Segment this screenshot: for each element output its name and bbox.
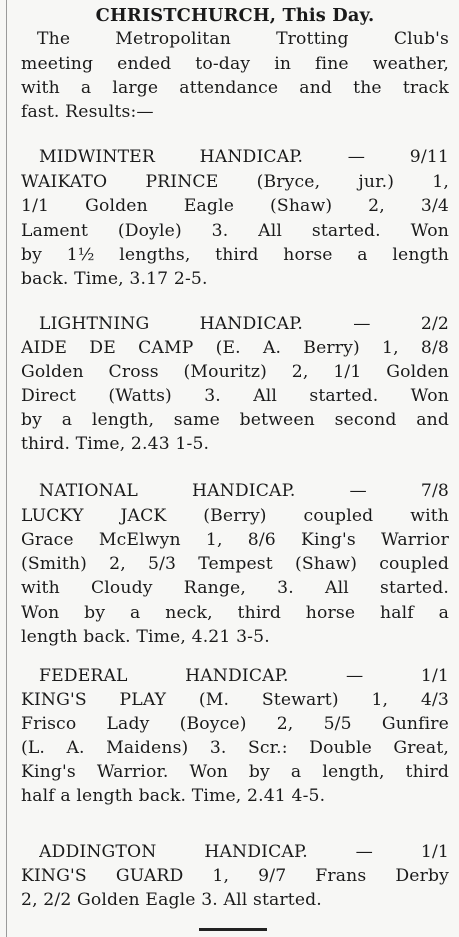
race-result-line: Golden Cross (Mouritz) 2, 1/1 Golden xyxy=(21,362,449,382)
race-result-line: King's Warrior. Won by a length, third xyxy=(21,762,449,782)
race-result-line: AIDE DE CAMP (E. A. Berry) 1, 8/8 xyxy=(21,338,449,358)
race-result-line: by a length, same between second and xyxy=(21,410,449,430)
race-heading-national: NATIONAL HANDICAP. — 7/8 xyxy=(39,481,449,501)
intro-line: fast. Results:— xyxy=(21,102,154,122)
race-heading-lightning: LIGHTNING HANDICAP. — 2/2 xyxy=(39,314,449,334)
intro-line: meeting ended to-day in fine weather, xyxy=(21,54,449,74)
race-result-line: 2, 2/2 Golden Eagle 3. All started. xyxy=(21,890,322,910)
race-result-line: Direct (Watts) 3. All started. Won xyxy=(21,386,449,406)
race-result-line: half a length back. Time, 2.41 4-5. xyxy=(21,786,326,806)
race-result-line: (Smith) 2, 5/3 Tempest (Shaw) coupled xyxy=(21,554,449,574)
race-result-line: Lament (Doyle) 3. All started. Won xyxy=(21,221,449,241)
news-column xyxy=(6,0,448,937)
race-result-line: Frisco Lady (Boyce) 2, 5/5 Gunfire xyxy=(21,714,449,734)
race-result-line: 1/1 Golden Eagle (Shaw) 2, 3/4 xyxy=(21,196,449,216)
race-result-line: third. Time, 2.43 1-5. xyxy=(21,434,210,454)
intro-line: The Metropolitan Trotting Club's xyxy=(37,29,449,49)
end-of-article-rule xyxy=(199,928,267,931)
race-result-line: by 1½ lengths, third horse a length xyxy=(21,245,449,265)
race-result-line: Won by a neck, third horse half a xyxy=(21,603,449,623)
race-result-line: length back. Time, 4.21 3-5. xyxy=(21,627,270,647)
race-result-line: back. Time, 3.17 2-5. xyxy=(21,269,208,289)
race-result-line: WAIKATO PRINCE (Bryce, jur.) 1, xyxy=(21,172,449,192)
race-result-line: KING'S GUARD 1, 9/7 Frans Derby xyxy=(21,866,449,886)
race-heading-addington: ADDINGTON HANDICAP. — 1/1 xyxy=(39,842,449,862)
race-result-line: (L. A. Maidens) 3. Scr.: Double Great, xyxy=(21,738,449,758)
race-heading-midwinter: MIDWINTER HANDICAP. — 9/11 xyxy=(39,147,449,167)
race-result-line: with Cloudy Range, 3. All started. xyxy=(21,578,449,598)
dateline: CHRISTCHURCH, This Day. xyxy=(95,5,375,26)
race-result-line: KING'S PLAY (M. Stewart) 1, 4/3 xyxy=(21,690,449,710)
race-result-line: Grace McElwyn 1, 8/6 King's Warrior xyxy=(21,530,449,550)
race-heading-federal: FEDERAL HANDICAP. — 1/1 xyxy=(39,666,449,686)
intro-line: with a large attendance and the track xyxy=(21,78,449,98)
race-result-line: LUCKY JACK (Berry) coupled with xyxy=(21,506,449,526)
